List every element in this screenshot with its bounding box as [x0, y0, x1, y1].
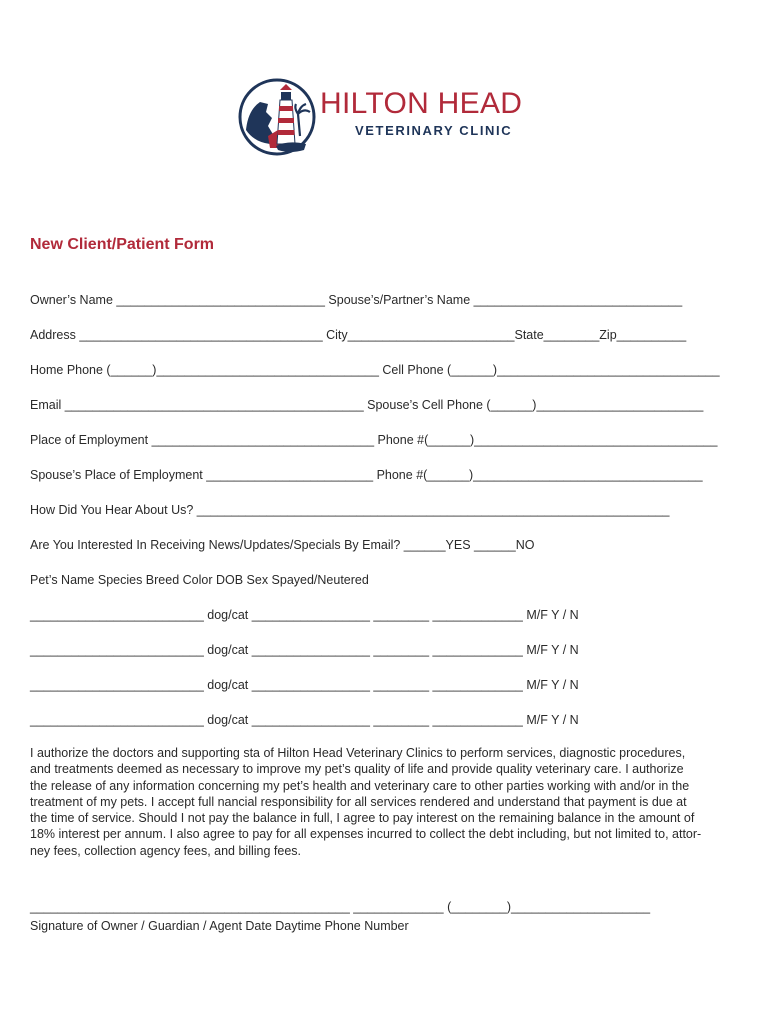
authorization-line: 18% interest per annum. I also agree to pay for all expenses incurred to collect the debt including, but not limited to, attor-	[30, 827, 702, 842]
form-title: New Client/Patient Form	[30, 236, 215, 253]
address-field[interactable]: Address ___________________________________ City________________________State________Zip__________	[30, 328, 687, 342]
pet-row-3[interactable]: _________________________ dog/cat _________________ ________ _____________ M/F Y / N	[30, 678, 579, 692]
authorization-line: and treatments deemed as necessary to improve my pet’s quality of life and provide quality veterinary care. I authorize	[30, 762, 684, 777]
pet-row-4[interactable]: _________________________ dog/cat _________________ ________ _____________ M/F Y / N	[30, 713, 579, 727]
clinic-subtitle: VETERINARY CLINIC	[355, 123, 513, 138]
signature-label: Signature of Owner / Guardian / Agent Date Daytime Phone Number	[30, 919, 409, 933]
pet-row-1[interactable]: _________________________ dog/cat _________________ ________ _____________ M/F Y / N	[30, 608, 579, 622]
email-field[interactable]: Email ___________________________________________ Spouse’s Cell Phone (______)________________________	[30, 398, 704, 412]
authorization-line: treatment of my pets. I accept full nancial responsibility for all services rendered and understand that payment is due at	[30, 794, 687, 809]
authorization-line: ney fees, collection agency fees, and billing fees.	[30, 843, 302, 858]
authorization-line: the release of any information concerning my pet’s health and veterinary care to other parties working with and/or in the	[30, 778, 690, 793]
pet-row-2[interactable]: _________________________ dog/cat _________________ ________ _____________ M/F Y / N	[30, 643, 579, 657]
referral-field[interactable]: How Did You Hear About Us? ____________________________________________________________________	[30, 503, 670, 517]
owner-name-field[interactable]: Owner’s Name ______________________________ Spouse’s/Partner’s Name ______________________________	[30, 293, 683, 307]
pet-table-header: Pet’s Name Species Breed Color DOB Sex Spayed/Neutered	[30, 573, 369, 587]
clinic-logo	[238, 78, 538, 158]
authorization-paragraph	[30, 745, 720, 859]
spouse-employment-field[interactable]: Spouse’s Place of Employment ________________________ Phone #(______)_________________________________	[30, 468, 703, 482]
authorization-line: I authorize the doctors and supporting sta of Hilton Head Veterinary Clinics to perform services, diagnostic procedures,	[30, 746, 686, 760]
home-phone-field[interactable]: Home Phone (______)________________________________ Cell Phone (______)________________________________	[30, 363, 720, 377]
clinic-name: HILTON HEAD	[320, 87, 523, 120]
authorization-line: the time of service. Should I not pay the balance in full, I agree to pay interest on the remaining balance in the amount of	[30, 811, 695, 826]
lighthouse-logo-icon	[238, 78, 316, 156]
signature-field[interactable]: ______________________________________________ _____________ (________)____________________	[30, 900, 651, 914]
employment-field[interactable]: Place of Employment ________________________________ Phone #(______)___________________________________	[30, 433, 718, 447]
email-opt-in-field[interactable]: Are You Interested In Receiving News/Updates/Specials By Email? ______YES ______NO	[30, 538, 535, 552]
